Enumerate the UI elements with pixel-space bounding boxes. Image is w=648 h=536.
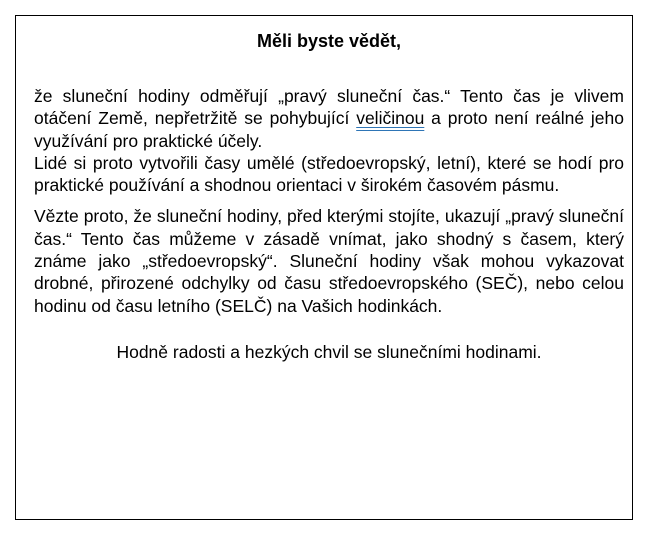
- text-box-frame: [15, 15, 633, 520]
- document-title: Měli byste vědět,: [256, 31, 402, 51]
- paragraph-2: Lidé si proto vytvořili časy umělé (středoevropský, letní), které se hodí pro praktické používání a shodnou orientaci v širokém časovém pásmu.: [34, 152, 624, 196]
- paragraph-1-text-start: že sluneční hodiny odměřují „pravý sluneční čas.“ Tento čas je vlivem otáčení Země, nepřetržitě se pohybující: [34, 86, 624, 129]
- paragraph-3: Vězte proto, že sluneční hodiny, před kterými stojíte, ukazují „pravý sluneční čas.“ Tento čas můžeme v zásadě vnímat, jako shodný s časem, který známe jako „středoevropský“. Sluneční hodiny však mohou vykazovat drobné, přirozené odchylky od času středoevropského (SEČ), nebo celou hodinu od času letního (SELČ) na Vašich hodinkách.: [34, 206, 624, 316]
- text-box-content: [34, 28, 624, 363]
- spellcheck-flagged-word[interactable]: veličinou: [356, 108, 425, 129]
- closing-line: Hodně radosti a hezkých chvil se slunečními hodinami.: [116, 341, 542, 362]
- paragraph-1-text-end: a proto není reálné jeho využívání pro praktické účely.: [34, 108, 624, 151]
- paragraph-1: [34, 85, 624, 152]
